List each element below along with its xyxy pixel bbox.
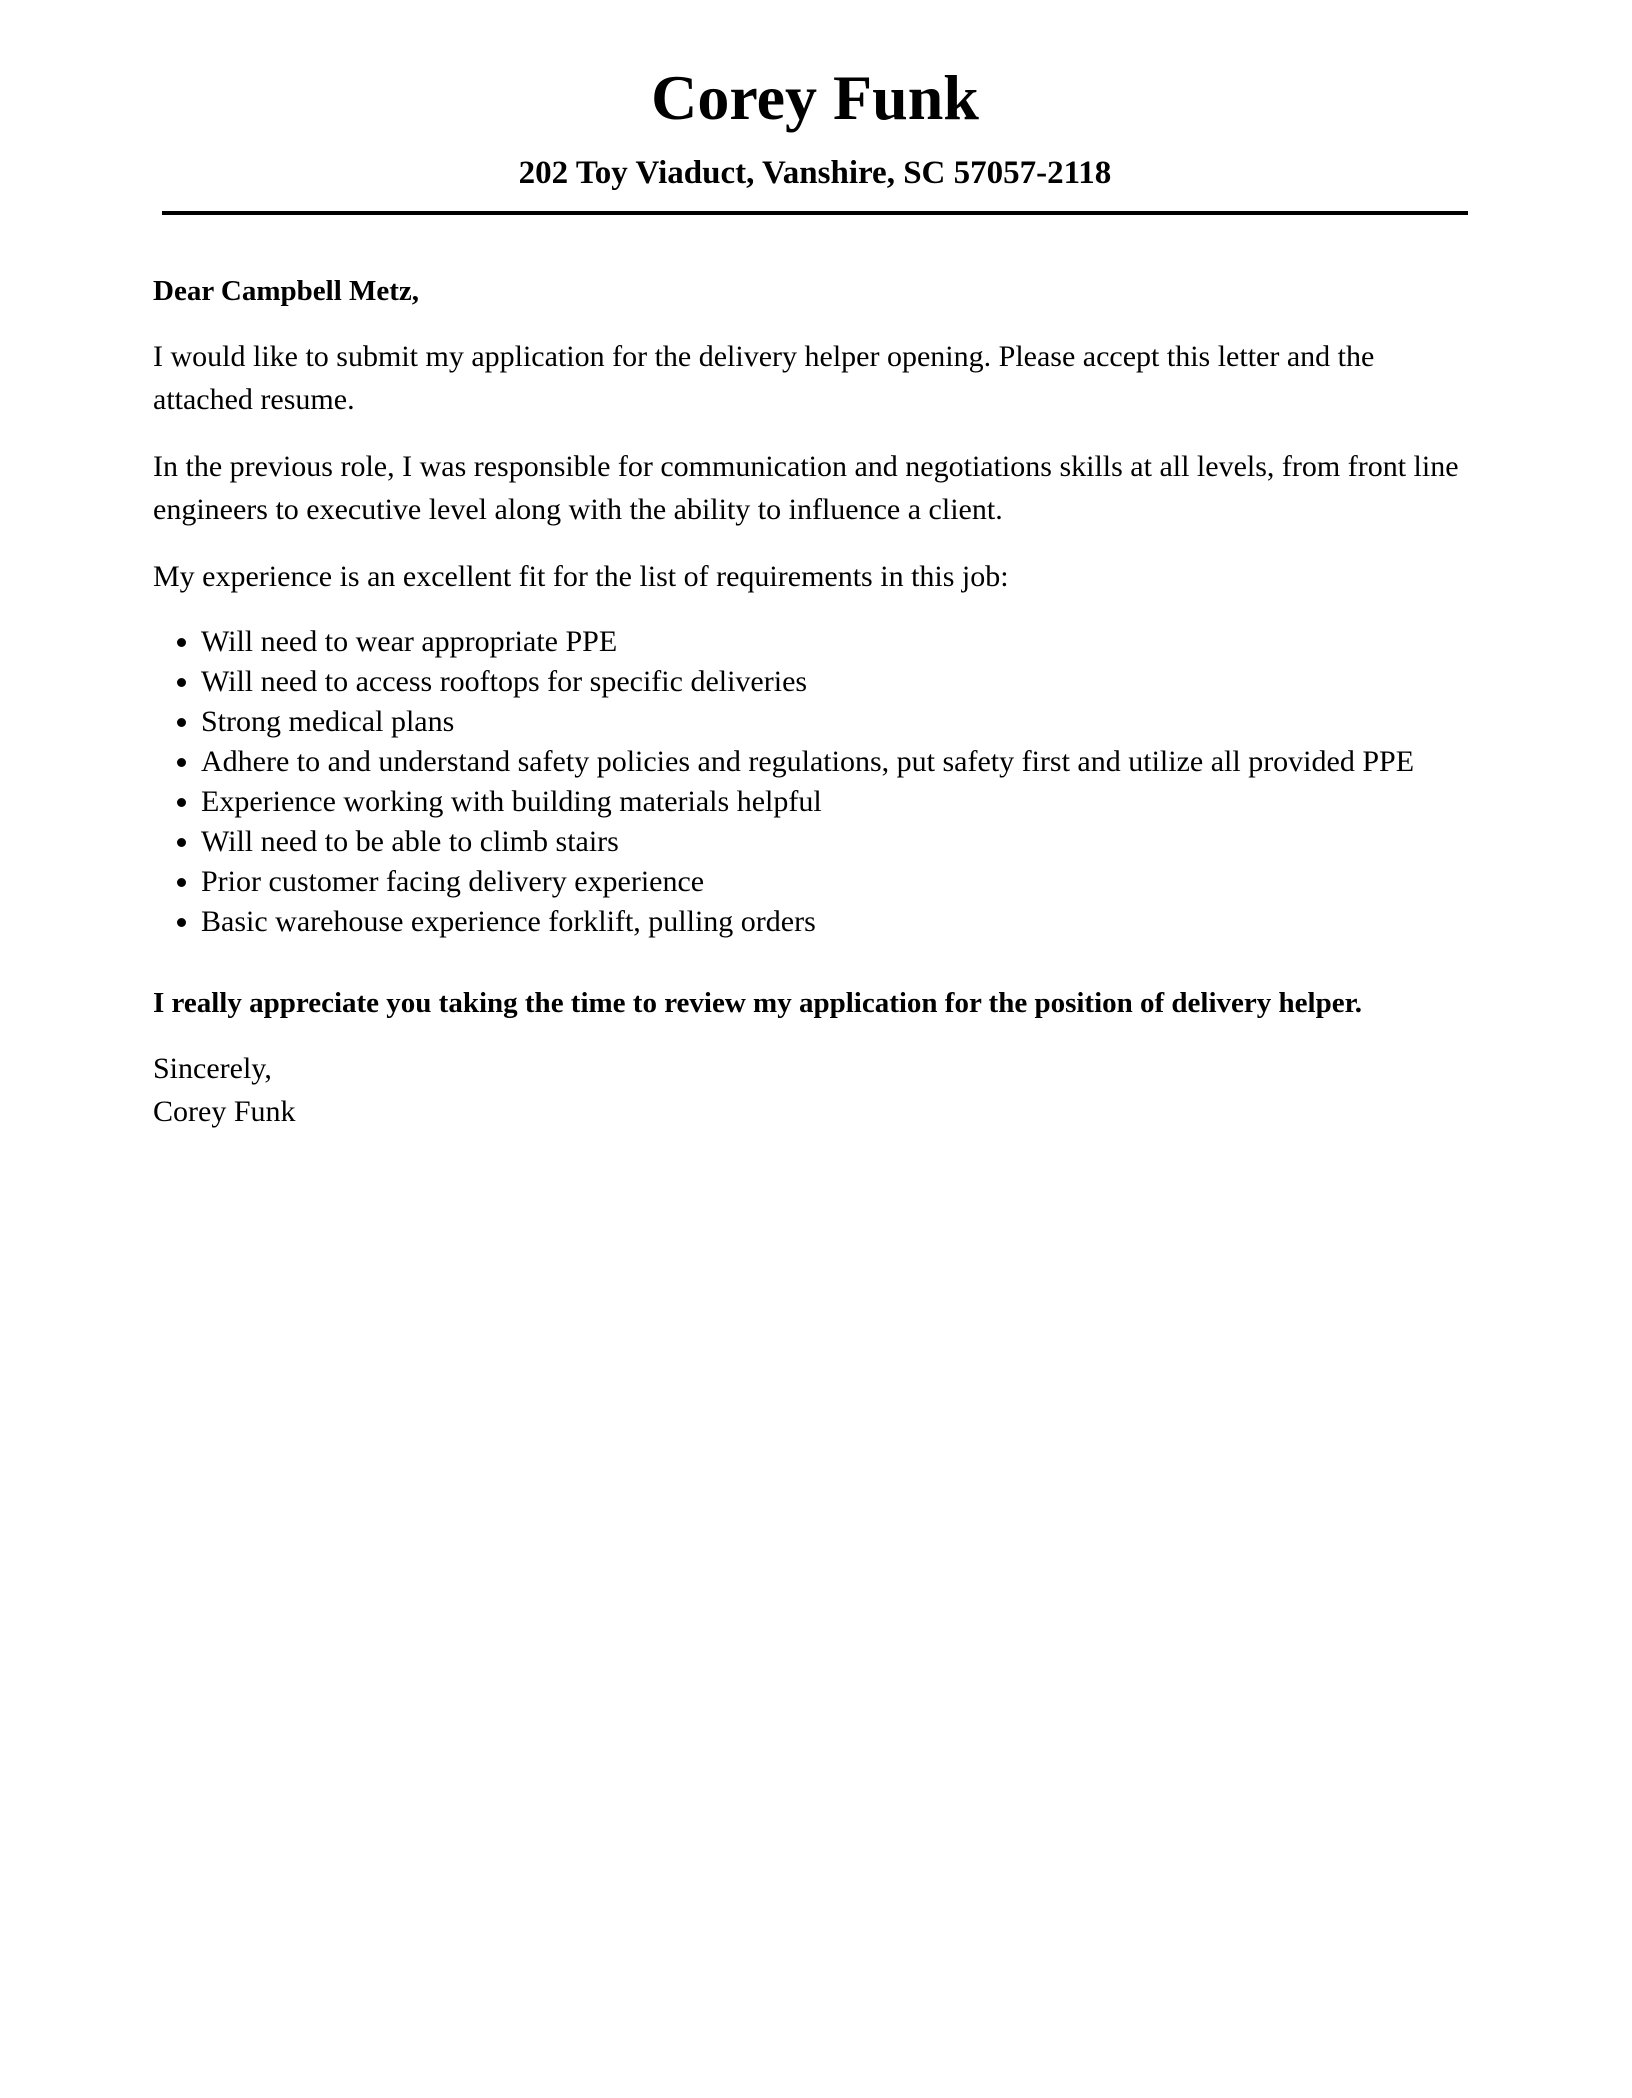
- list-item: • Adhere to and understand safety policies and regulations, put safety first and utilize all provided PPE: [201, 742, 1473, 782]
- list-item: • Will need to wear appropriate PPE: [201, 622, 1473, 662]
- applicant-name: Corey Funk: [651, 62, 979, 133]
- list-item: • Will need to be able to climb stairs: [201, 822, 1473, 862]
- experience-paragraph: In the previous role, I was responsible for communication and negotiations skills at all levels, from front line engineers to executive level along with the ability to influence a client.: [153, 450, 1459, 526]
- signature-name: Corey Funk: [153, 1095, 296, 1128]
- closing-statement: I really appreciate you taking the time to review my application for the position of delivery helper.: [153, 987, 1363, 1019]
- requirements-intro: My experience is an excellent fit for the list of requirements in this job:: [153, 560, 1009, 593]
- applicant-address: 202 Toy Viaduct, Vanshire, SC 57057-2118: [518, 155, 1112, 191]
- header-divider: [162, 211, 1468, 215]
- letter-header: [162, 54, 1468, 194]
- signoff: Sincerely,: [153, 1052, 272, 1085]
- list-item: • Will need to access rooftops for specific deliveries: [201, 662, 1473, 702]
- requirements-list: [153, 622, 1473, 942]
- intro-paragraph: I would like to submit my application for the delivery helper opening. Please accept this letter and the attached resume.: [153, 340, 1375, 416]
- salutation: Dear Campbell Metz,: [153, 275, 420, 307]
- list-item: • Prior customer facing delivery experience: [201, 862, 1473, 902]
- list-item: • Basic warehouse experience forklift, pulling orders: [201, 902, 1473, 942]
- letter-body: [153, 270, 1473, 1133]
- list-item: • Strong medical plans: [201, 702, 1473, 742]
- list-item: • Experience working with building materials helpful: [201, 782, 1473, 822]
